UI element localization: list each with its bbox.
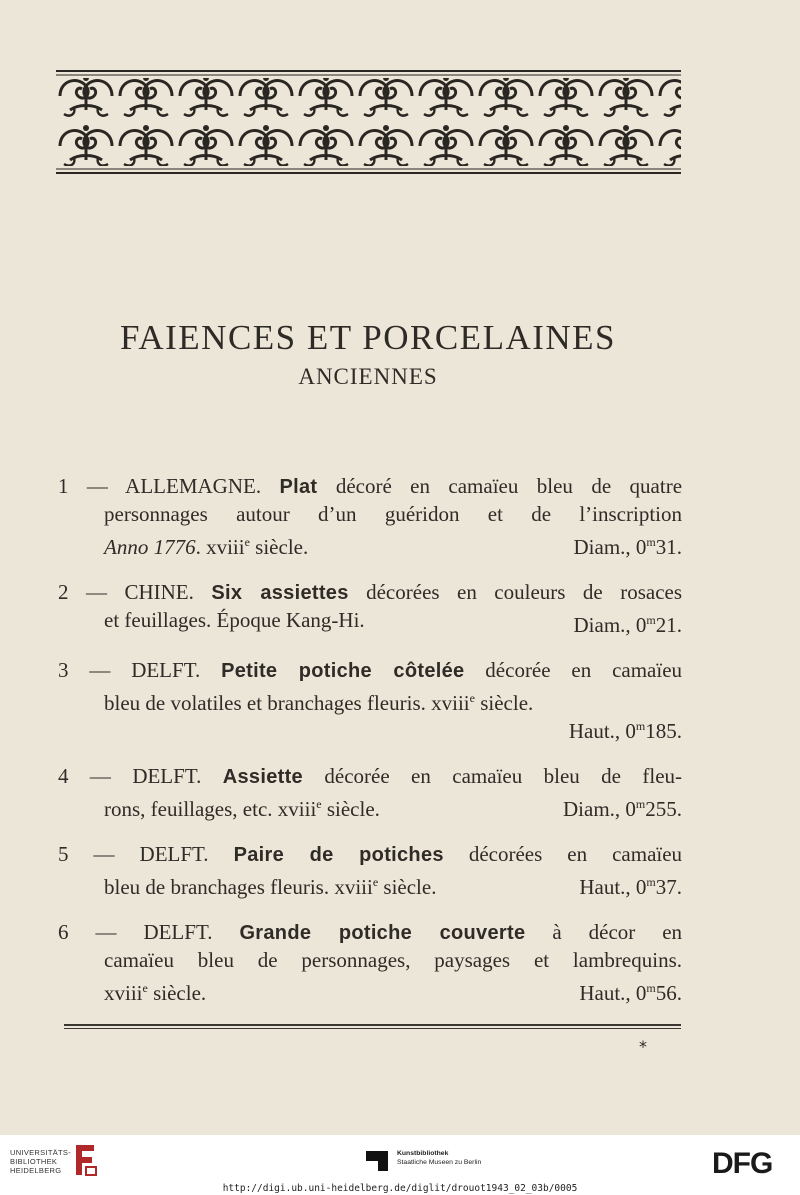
closing-rule-thin <box>64 1028 681 1029</box>
source-url[interactable]: http://digi.ub.uni-heidelberg.de/diglit/drouot1943_02_03b/0005 <box>222 1183 578 1194</box>
heidelberg-logo-icon <box>72 1143 98 1177</box>
lot-number: 4 <box>58 764 69 788</box>
lot-dimension: Haut., 0$^m$37. <box>579 875 682 899</box>
lot-number: 6 <box>58 920 69 944</box>
lot-2: 2 — CHINE. Six assiettes décorées en couleurs de rosaces et feuillages. Époque Kang-Hi. Diam., 0$^m$21. <box>58 580 683 637</box>
lot-dimension: Haut., 0$^m$56. <box>579 981 682 1005</box>
lot-dimension: Diam., 0$^m$255. <box>563 797 682 821</box>
inscription: Anno 1776 <box>104 535 196 559</box>
lot-5: 5 — DELFT. Paire de potiches décorées en camaïeu bleu de branchages fleuris. xviii$^e$ siècle. Haut., 0$^m$37. <box>58 842 683 899</box>
kunstbibliothek-logo-icon <box>366 1151 388 1171</box>
closing-rule <box>64 1024 681 1026</box>
lot-dimension: Diam., 0$^m$21. <box>573 613 682 637</box>
lot-number: 5 <box>58 842 69 866</box>
lot-origin: DELFT. <box>132 764 202 788</box>
lot-name: Grande potiche couverte <box>239 922 526 944</box>
lot-dimension: Diam., 0$^m$31. <box>573 535 682 559</box>
lot-name: Plat <box>279 476 318 498</box>
lot-3: 3 — DELFT. Petite potiche côtelée décorée en camaïeu bleu de volatiles et branchages fleuris. xviii$^e$ siècle. Haut., 0$^m$185. <box>58 658 683 743</box>
kunstbibliothek-label: Kunstbibliothek Staatliche Museen zu Berlin <box>397 1150 482 1166</box>
lot-origin: DELFT. <box>139 842 209 866</box>
page-subtitle: ANCIENNES <box>298 364 438 389</box>
footnote-mark: * <box>639 1037 647 1056</box>
digitization-footer <box>0 1135 800 1195</box>
lot-name: Paire de potiches <box>233 844 444 866</box>
lot-origin: DELFT. <box>131 658 201 682</box>
lot-number: 2 <box>58 580 69 604</box>
lot-name: Petite potiche côtelée <box>221 660 465 682</box>
page-title: FAIENCES ET PORCELAINES <box>119 318 616 357</box>
lot-4: 4 — DELFT. Assiette décorée en camaïeu bleu de fleu- rons, feuillages, etc. xviii$^e$ siècle. Diam., 0$^m$255. <box>58 764 683 821</box>
lot-origin: DELFT. <box>143 920 213 944</box>
lot-dimension: Haut., 0$^m$185. <box>568 719 682 743</box>
lot-6: 6 — DELFT. Grande potiche couverte à décor en camaïeu bleu de personnages, paysages et lambrequins. xviii$^e$ siècle. Haut., 0$^m$56. <box>58 920 683 1005</box>
lot-1: 1 — ALLEMAGNE. Plat décoré en camaïeu bleu de quatre personnages autour d’un guéridon et de l’inscription Anno 1776. xviii$^e$ siècle. Diam., 0$^m$31. <box>58 474 683 559</box>
lot-number: 1 <box>58 474 69 498</box>
lot-name: Assiette <box>222 766 303 788</box>
lot-number: 3 <box>58 658 69 682</box>
lot-origin: ALLEMAGNE. <box>125 474 262 498</box>
ornamental-header-band <box>56 70 681 174</box>
university-library-label: UNIVERSITÄTS- BIBLIOTHEK HEIDELBERG <box>10 1148 71 1175</box>
dfg-logo: DFG <box>712 1147 773 1180</box>
lot-name: Six assiettes <box>211 582 349 604</box>
lot-origin: CHINE. <box>124 580 194 604</box>
